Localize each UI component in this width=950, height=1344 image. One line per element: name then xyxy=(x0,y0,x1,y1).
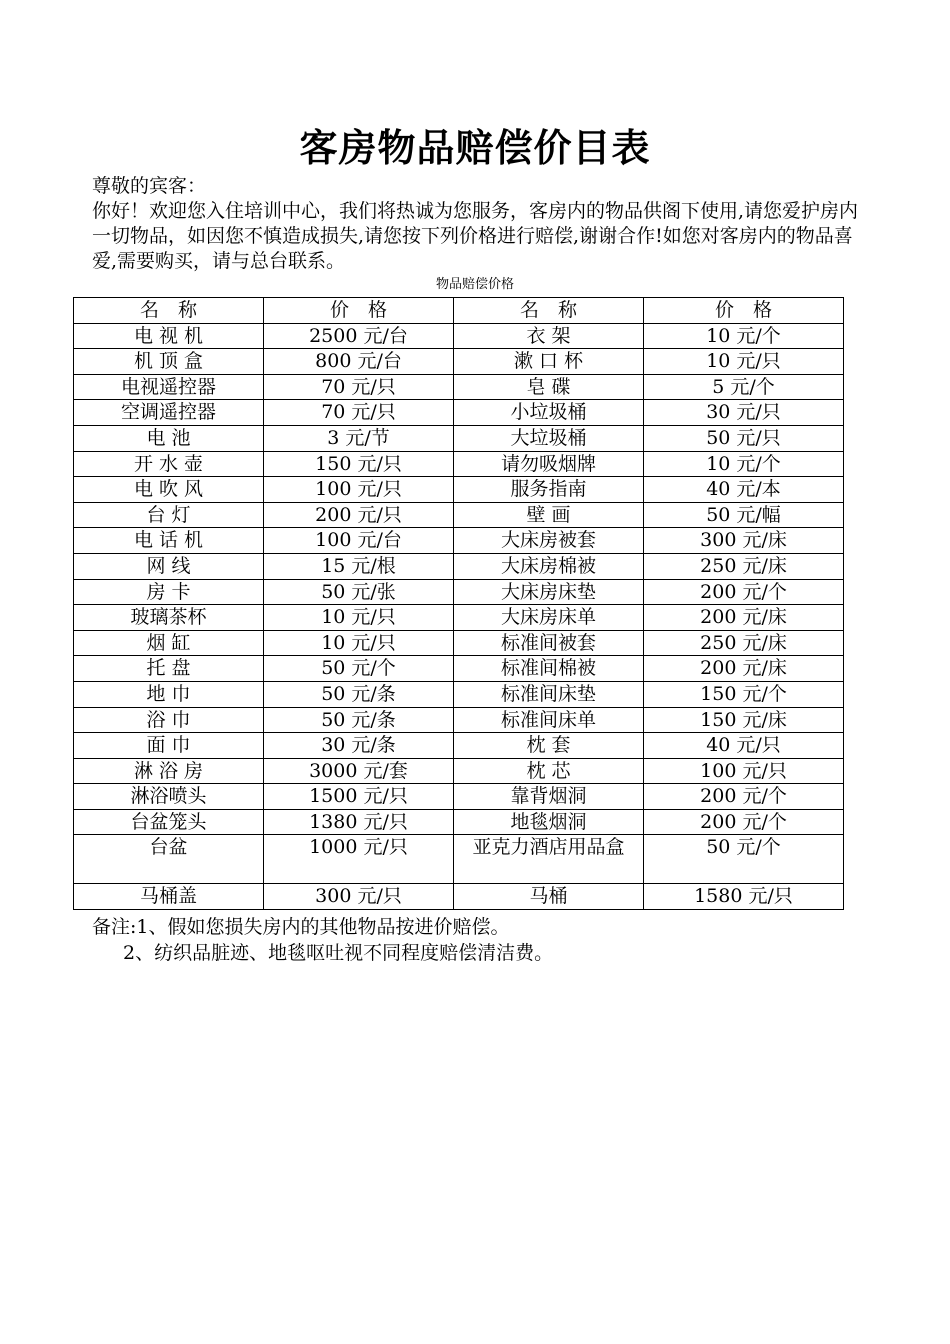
table-row xyxy=(74,579,844,605)
item-name-cell: 地 巾 xyxy=(74,681,264,707)
table-row xyxy=(74,835,844,884)
item-price-cell: 10 元/个 xyxy=(644,451,844,477)
item-name-cell: 大床房被套 xyxy=(454,528,644,554)
item-name-cell: 浴 巾 xyxy=(74,707,264,733)
document-title: 客房物品赔偿价目表 xyxy=(299,126,651,170)
item-name-cell: 台盆笼头 xyxy=(74,809,264,835)
item-name-cell: 电视遥控器 xyxy=(74,374,264,400)
item-price-cell: 30 元/条 xyxy=(264,733,454,759)
item-name-cell: 衣 架 xyxy=(454,323,644,349)
table-row xyxy=(74,553,844,579)
item-name-cell: 请勿吸烟牌 xyxy=(454,451,644,477)
item-name-cell: 台盆 xyxy=(74,835,264,884)
item-name-cell: 面 巾 xyxy=(74,733,264,759)
item-price-cell: 2500 元/台 xyxy=(264,323,454,349)
item-name-cell: 电 吹 风 xyxy=(74,477,264,503)
item-name-cell: 大垃圾桶 xyxy=(454,425,644,451)
table-row xyxy=(74,681,844,707)
item-name-cell: 机 顶 盒 xyxy=(74,349,264,375)
table-row xyxy=(74,374,844,400)
item-name-cell: 开 水 壶 xyxy=(74,451,264,477)
header-price-2: 价 格 xyxy=(644,298,844,324)
item-name-cell: 标准间床垫 xyxy=(454,681,644,707)
table-body xyxy=(74,323,844,909)
table-row xyxy=(74,323,844,349)
item-name-cell: 台 灯 xyxy=(74,502,264,528)
item-name-cell: 枕 芯 xyxy=(454,758,644,784)
item-price-cell: 10 元/只 xyxy=(264,630,454,656)
table-row xyxy=(74,528,844,554)
greeting-text: 尊敬的宾客： xyxy=(92,175,207,197)
item-name-cell: 小垃圾桶 xyxy=(454,400,644,426)
item-name-cell: 托 盘 xyxy=(74,656,264,682)
item-name-cell: 大床房床单 xyxy=(454,605,644,631)
item-price-cell: 1000 元/只 xyxy=(264,835,454,884)
item-price-cell: 100 元/台 xyxy=(264,528,454,554)
item-name-cell: 地毯烟洞 xyxy=(454,809,644,835)
item-name-cell: 马桶盖 xyxy=(74,884,264,910)
table-row xyxy=(74,502,844,528)
item-name-cell: 亚克力酒店用品盒 xyxy=(454,835,644,884)
item-name-cell: 标准间棉被 xyxy=(454,656,644,682)
item-price-cell: 50 元/只 xyxy=(644,425,844,451)
item-price-cell: 150 元/只 xyxy=(264,451,454,477)
item-name-cell: 空调遥控器 xyxy=(74,400,264,426)
item-name-cell: 淋浴喷头 xyxy=(74,784,264,810)
item-price-cell: 15 元/根 xyxy=(264,553,454,579)
item-name-cell: 房 卡 xyxy=(74,579,264,605)
table-caption: 物品赔偿价格 xyxy=(435,277,514,292)
item-name-cell: 靠背烟洞 xyxy=(454,784,644,810)
header-name-1: 名 称 xyxy=(74,298,264,324)
item-price-cell: 50 元/幅 xyxy=(644,502,844,528)
table-row xyxy=(74,707,844,733)
table-row xyxy=(74,656,844,682)
item-price-cell: 250 元/床 xyxy=(644,630,844,656)
price-table xyxy=(73,297,844,910)
item-price-cell: 10 元/个 xyxy=(644,323,844,349)
item-price-cell: 200 元/个 xyxy=(644,579,844,605)
item-price-cell: 70 元/只 xyxy=(264,374,454,400)
intro-paragraph: 你好！欢迎您入住培训中心，我们将热诚为您服务，客房内的物品供阁下使用,请您爱护房内一切物品，如因您不慎造成损失,请您按下列价格进行赔偿,谢谢合作!如您对客房内的物品喜爱,需要购买，请与总台联系。 xyxy=(92,200,859,272)
item-price-cell: 50 元/张 xyxy=(264,579,454,605)
item-price-cell: 50 元/条 xyxy=(264,707,454,733)
table-row xyxy=(74,605,844,631)
item-name-cell: 枕 套 xyxy=(454,733,644,759)
notes-section xyxy=(92,914,872,966)
item-name-cell: 漱 口 杯 xyxy=(454,349,644,375)
item-name-cell: 电 视 机 xyxy=(74,323,264,349)
item-name-cell: 马桶 xyxy=(454,884,644,910)
item-price-cell: 5 元/个 xyxy=(644,374,844,400)
item-name-cell: 电 池 xyxy=(74,425,264,451)
item-price-cell: 300 元/只 xyxy=(264,884,454,910)
item-name-cell: 大床房床垫 xyxy=(454,579,644,605)
table-row xyxy=(74,630,844,656)
table-row xyxy=(74,809,844,835)
table-row xyxy=(74,400,844,426)
item-price-cell: 800 元/台 xyxy=(264,349,454,375)
item-name-cell: 皂 碟 xyxy=(454,374,644,400)
intro-section xyxy=(92,174,867,274)
table-row xyxy=(74,477,844,503)
header-name-2: 名 称 xyxy=(454,298,644,324)
header-price-1: 价 格 xyxy=(264,298,454,324)
note-line-2: 2、纺织品脏迹、地毯呕吐视不同程度赔偿清洁费。 xyxy=(123,942,554,964)
table-row xyxy=(74,758,844,784)
item-price-cell: 10 元/只 xyxy=(644,349,844,375)
note-line-1: 备注:1、假如您损失房内的其他物品按进价赔偿。 xyxy=(92,916,510,938)
item-name-cell: 大床房棉被 xyxy=(454,553,644,579)
item-price-cell: 200 元/只 xyxy=(264,502,454,528)
item-price-cell: 250 元/床 xyxy=(644,553,844,579)
item-price-cell: 1380 元/只 xyxy=(264,809,454,835)
table-row xyxy=(74,733,844,759)
table-row xyxy=(74,451,844,477)
item-price-cell: 150 元/床 xyxy=(644,707,844,733)
item-price-cell: 40 元/本 xyxy=(644,477,844,503)
item-price-cell: 3000 元/套 xyxy=(264,758,454,784)
item-name-cell: 标准间被套 xyxy=(454,630,644,656)
item-price-cell: 200 元/床 xyxy=(644,605,844,631)
item-price-cell: 150 元/个 xyxy=(644,681,844,707)
item-price-cell: 200 元/床 xyxy=(644,656,844,682)
item-name-cell: 标准间床单 xyxy=(454,707,644,733)
item-price-cell: 3 元/节 xyxy=(264,425,454,451)
item-name-cell: 网 线 xyxy=(74,553,264,579)
item-name-cell: 服务指南 xyxy=(454,477,644,503)
item-price-cell: 70 元/只 xyxy=(264,400,454,426)
item-name-cell: 电 话 机 xyxy=(74,528,264,554)
item-name-cell: 玻璃茶杯 xyxy=(74,605,264,631)
item-price-cell: 50 元/个 xyxy=(264,656,454,682)
table-row xyxy=(74,784,844,810)
item-price-cell: 1500 元/只 xyxy=(264,784,454,810)
item-price-cell: 50 元/条 xyxy=(264,681,454,707)
table-row xyxy=(74,425,844,451)
item-price-cell: 30 元/只 xyxy=(644,400,844,426)
item-name-cell: 壁 画 xyxy=(454,502,644,528)
table-row xyxy=(74,349,844,375)
item-price-cell: 200 元/个 xyxy=(644,809,844,835)
item-price-cell: 10 元/只 xyxy=(264,605,454,631)
item-price-cell: 300 元/床 xyxy=(644,528,844,554)
item-name-cell: 淋 浴 房 xyxy=(74,758,264,784)
table-row xyxy=(74,884,844,910)
item-price-cell: 200 元/个 xyxy=(644,784,844,810)
item-price-cell: 50 元/个 xyxy=(644,835,844,884)
item-price-cell: 1580 元/只 xyxy=(644,884,844,910)
item-name-cell: 烟 缸 xyxy=(74,630,264,656)
item-price-cell: 100 元/只 xyxy=(644,758,844,784)
item-price-cell: 100 元/只 xyxy=(264,477,454,503)
item-price-cell: 40 元/只 xyxy=(644,733,844,759)
table-header-row xyxy=(74,298,844,324)
